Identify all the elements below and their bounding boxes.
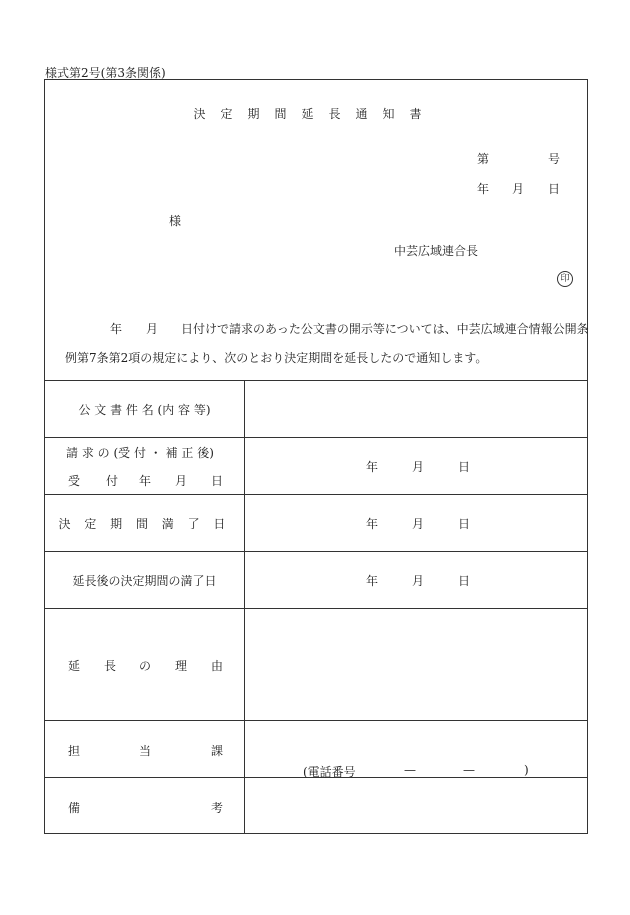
- department-label-char: 課: [211, 744, 224, 758]
- extended-date-day: 日: [458, 574, 471, 588]
- body-year: 年: [110, 322, 123, 336]
- document-name-field[interactable]: [245, 381, 588, 437]
- number-prefix: 第: [477, 152, 490, 166]
- received-date-month: 月: [412, 460, 425, 474]
- deadline-date-month: 月: [412, 517, 425, 531]
- remarks-label-char: 備: [68, 801, 81, 815]
- received-date-year: 年: [366, 460, 379, 474]
- department-label-char: 当: [139, 744, 152, 758]
- reason-label-char: 由: [211, 659, 224, 673]
- number-suffix: 号: [548, 152, 561, 166]
- column-divider: [244, 380, 245, 834]
- extended-deadline-label: 延長後の決定期間の満了日: [72, 573, 217, 588]
- addressee-suffix: 様: [169, 214, 182, 228]
- form-number-label: 様式第2号(第3条関係): [45, 66, 166, 80]
- deadline-label: 決 定 期 間 満 了 日: [58, 516, 231, 531]
- phone-prefix: (電話番号: [303, 765, 356, 779]
- deadline-date-day: 日: [458, 517, 471, 531]
- row-divider: [44, 437, 588, 438]
- document-name-label: 公 文 書 件 名 (内 容 等): [78, 402, 211, 417]
- received-label-char: 付: [106, 474, 119, 488]
- extended-date-year: 年: [366, 574, 379, 588]
- department-label-char: 担: [68, 744, 81, 758]
- remarks-field[interactable]: [245, 778, 588, 834]
- deadline-date-year: 年: [366, 517, 379, 531]
- reason-label-char: 長: [104, 659, 117, 673]
- reason-label-char: 理: [175, 659, 188, 673]
- reason-field[interactable]: [245, 609, 588, 720]
- date-day-label: 日: [548, 182, 561, 196]
- extended-date-month: 月: [412, 574, 425, 588]
- date-month-label: 月: [512, 182, 525, 196]
- document-name-label-cell: [45, 381, 244, 437]
- reason-label-char: の: [139, 659, 152, 673]
- received-label-line1: 請 求 の (受 付 ・ 補 正 後): [66, 446, 214, 460]
- reason-label-char: 延: [68, 659, 81, 673]
- document-title: 決定期間延長通知書: [193, 107, 437, 121]
- extended-deadline-label-cell: [45, 552, 244, 608]
- body-line1: 日付けで請求のあった公文書の開示等については、中芸広域連合情報公開条: [181, 322, 589, 336]
- received-date-day: 日: [458, 460, 471, 474]
- sender-title: 中芸広域連合長: [394, 244, 479, 258]
- received-label-char: 受: [68, 474, 81, 488]
- received-label-char: 日: [211, 474, 224, 488]
- received-label-char: 年: [139, 474, 152, 488]
- phone-dash: —: [404, 763, 416, 777]
- body-month: 月: [146, 322, 159, 336]
- remarks-label-char: 考: [211, 801, 224, 815]
- body-line2: 例第7条第2項の規定により、次のとおり決定期間を延長したので通知します。: [65, 351, 488, 365]
- phone-dash: —: [463, 763, 475, 777]
- deadline-label-cell: [45, 495, 244, 551]
- received-label-char: 月: [175, 474, 188, 488]
- row-divider: [44, 720, 588, 721]
- phone-suffix: ): [524, 763, 529, 777]
- seal-stamp: 印: [557, 271, 573, 287]
- date-year-label: 年: [477, 182, 490, 196]
